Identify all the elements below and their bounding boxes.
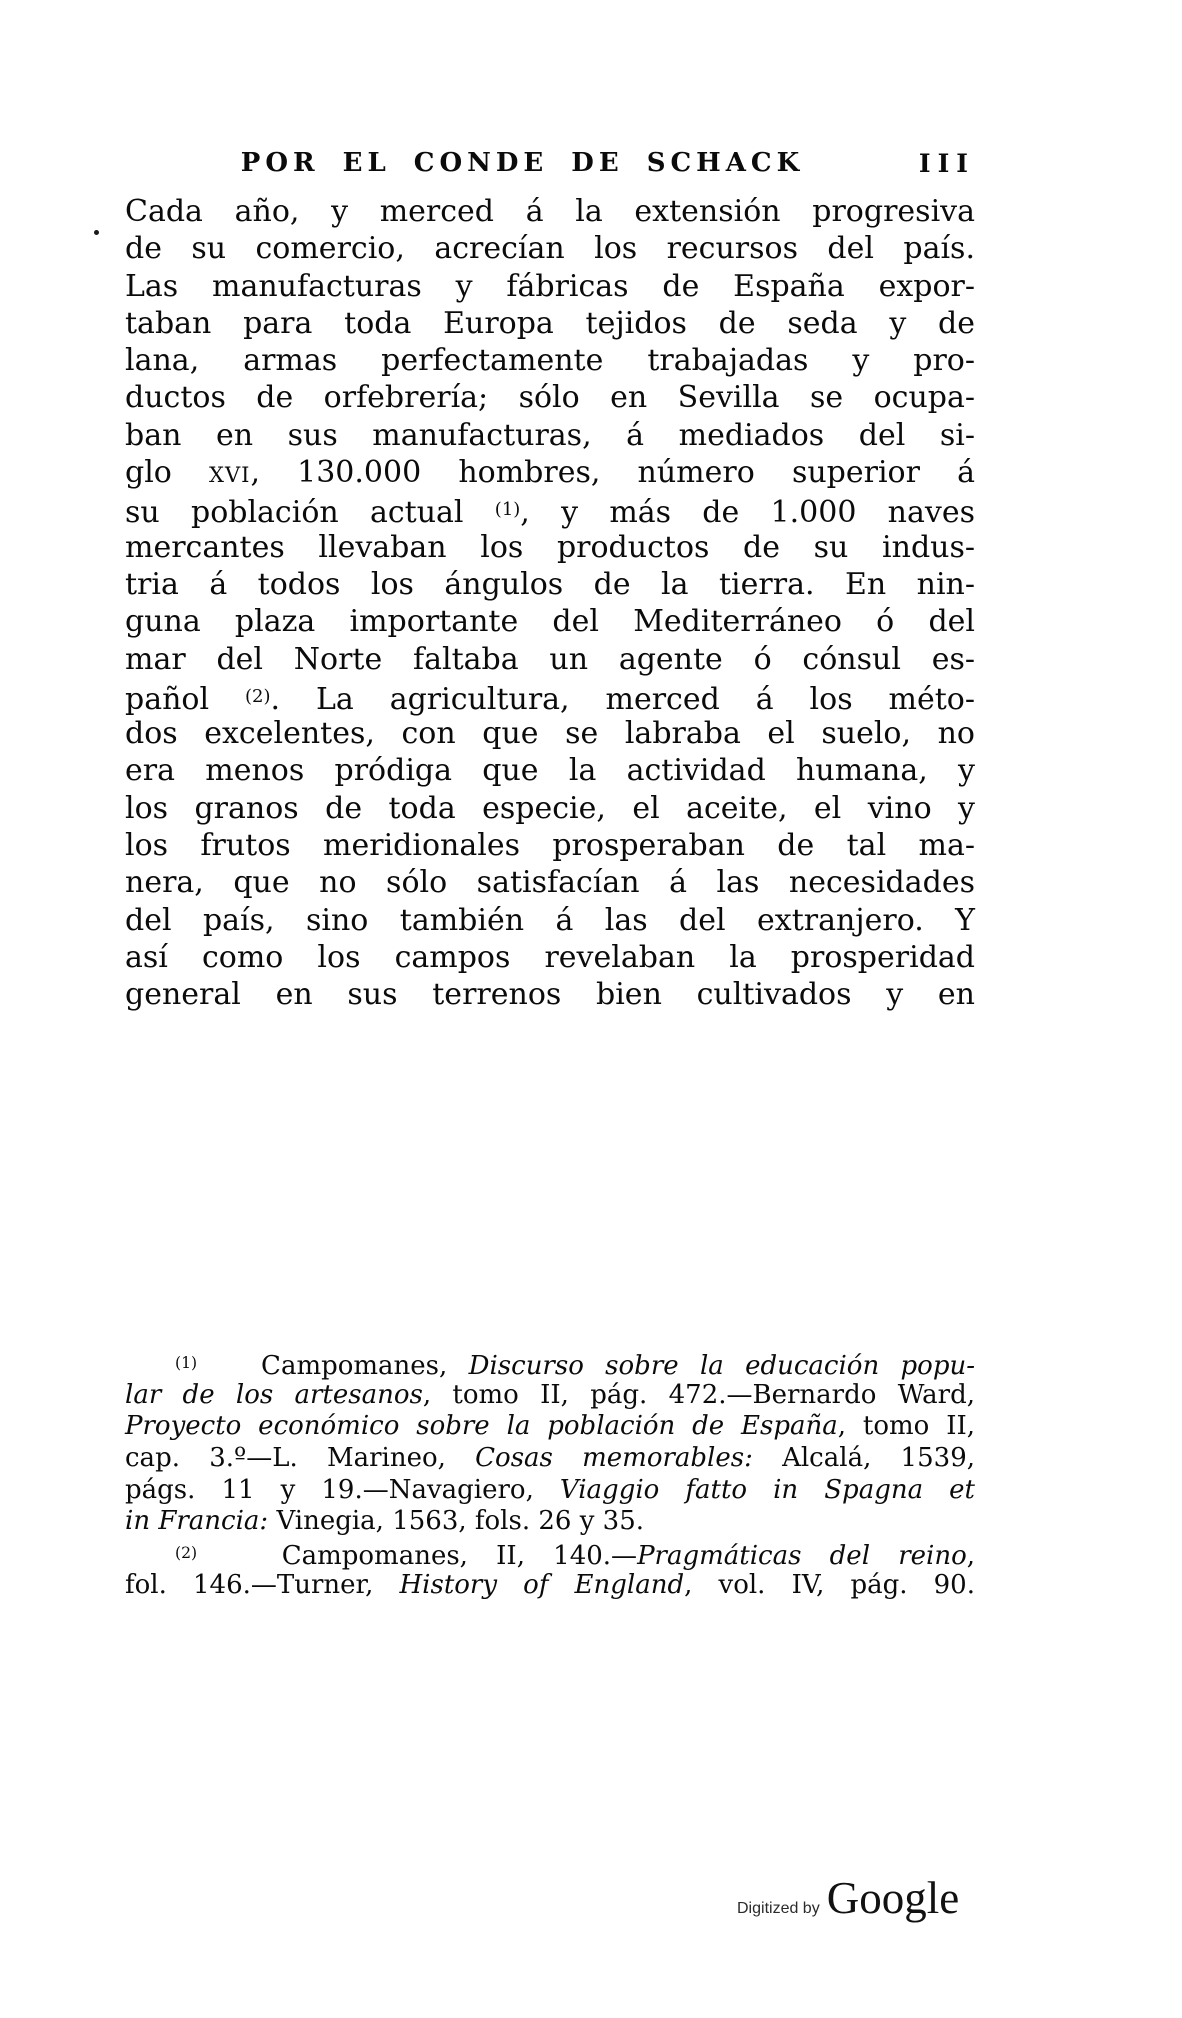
text-segment: (1): [175, 1354, 198, 1372]
text-line: [125, 491, 975, 531]
text-segment: , y más de 1.000 naves: [520, 495, 975, 531]
text-segment: Alcalá, 1539,: [752, 1443, 975, 1474]
digitized-by-label: Digitized by: [737, 1900, 820, 1917]
text-segment: mar del Norte faltaba un agente ó cónsul es-: [125, 641, 975, 677]
scan-speck-mark: [94, 230, 99, 235]
text-segment: History of England: [399, 1569, 685, 1600]
text-segment: Las manufacturas y fábricas de España expor-: [125, 268, 975, 304]
text-segment: del país, sino también á las del extranjero. Y: [125, 902, 975, 938]
running-header-title: POR EL CONDE DE SCHACK: [240, 148, 805, 178]
text-segment: su población actual: [125, 495, 495, 531]
text-segment: general en sus terrenos bien cultivados y en: [125, 977, 975, 1013]
text-segment: los granos de toda especie, el aceite, el vino y: [125, 790, 975, 826]
text-segment: (2): [245, 685, 271, 707]
text-line: [125, 529, 975, 566]
text-segment: . La agricultura, merced á los méto-: [270, 681, 975, 717]
text-segment: in Francia:: [125, 1506, 269, 1537]
text-line: [125, 752, 975, 789]
text-line: [125, 902, 975, 939]
text-segment: ,: [966, 1541, 976, 1572]
text-segment: nera, que no sólo satisfacían á las necesidades: [125, 865, 975, 901]
text-line: [125, 566, 975, 603]
text-segment: así como los campos revelaban la prosperidad: [125, 939, 975, 975]
page-header: [125, 148, 975, 182]
text-segment: lar de los artesanos: [125, 1379, 423, 1410]
text-segment: Campomanes,: [197, 1350, 469, 1381]
text-segment: era menos pródiga que la actividad humana, y: [125, 753, 975, 789]
text-line: [125, 193, 975, 230]
text-line: [125, 715, 975, 752]
text-line: [125, 230, 975, 267]
text-segment: , vol. IV, pág. 90.: [684, 1569, 975, 1600]
text-segment: Vinegia, 1563, fols. 26 y 35.: [268, 1506, 645, 1537]
text-segment: Proyecto económico sobre la población de España: [125, 1411, 838, 1442]
text-segment: , tomo II,: [837, 1411, 976, 1442]
text-line: [125, 305, 975, 342]
body-text: [125, 193, 975, 1014]
text-segment: xvi: [209, 455, 251, 491]
text-segment: Viaggio fatto in Spagna et: [559, 1474, 975, 1505]
text-segment: glo: [125, 455, 210, 491]
footnotes-block: [125, 1348, 975, 1602]
text-line: [125, 827, 975, 864]
text-line: [125, 641, 975, 678]
text-segment: Campomanes, II, 140.—: [197, 1541, 638, 1572]
google-logo: Google: [826, 1873, 960, 1923]
text-line: [125, 379, 975, 416]
text-segment: dos excelentes, con que se labraba el suelo, no: [125, 716, 975, 752]
text-line: [125, 1380, 975, 1412]
text-line: [125, 1348, 975, 1380]
text-segment: , tomo II, pág. 472.—Bernardo Ward,: [422, 1379, 975, 1410]
text-line: [125, 864, 975, 901]
text-line: [125, 603, 975, 640]
text-line: [125, 976, 975, 1013]
text-line: [125, 790, 975, 827]
text-segment: Cada año, y merced á la extensión progresiva: [125, 194, 975, 229]
text-line: [125, 939, 975, 976]
text-segment: fol. 146.—Turner,: [125, 1569, 400, 1600]
text-segment: los frutos meridionales prosperaban de tal ma-: [125, 828, 975, 864]
text-line: [125, 678, 975, 715]
text-segment: lana, armas perfectamente trabajadas y pro-: [125, 343, 975, 379]
text-segment: (2): [175, 1544, 198, 1563]
text-segment: pañol: [125, 681, 245, 717]
page-number: III: [918, 149, 975, 178]
text-line: [125, 1570, 975, 1602]
watermark: [737, 1872, 959, 1924]
text-segment: mercantes llevaban los productos de su indus-: [125, 529, 975, 565]
text-line: [125, 1506, 975, 1538]
text-segment: taban para toda Europa tejidos de seda y de: [125, 305, 975, 341]
text-segment: guna plaza importante del Mediterráneo ó del: [125, 604, 975, 640]
text-line: [125, 454, 975, 491]
text-segment: (1): [494, 499, 521, 521]
text-segment: ban en sus manufacturas, á mediados del si-: [125, 417, 975, 453]
text-segment: , 130.000 hombres, número superior á: [250, 455, 975, 491]
text-segment: Pragmáticas del reino: [637, 1541, 967, 1572]
text-line: [125, 1538, 975, 1570]
text-segment: de su comercio, acrecían los recursos del país.: [125, 231, 975, 267]
text-segment: cap. 3.º—L. Marineo,: [125, 1443, 476, 1474]
text-line: [125, 1475, 975, 1507]
text-line: [125, 1443, 975, 1475]
text-segment: ductos de orfebrería; sólo en Sevilla se ocupa-: [125, 380, 975, 416]
text-segment: tria á todos los ángulos de la tierra. En nin-: [125, 566, 975, 602]
text-segment: Cosas memorables:: [475, 1443, 753, 1474]
text-line: [125, 342, 975, 379]
text-segment: Discurso sobre la educación popu-: [468, 1350, 975, 1381]
text-line: [125, 1411, 975, 1443]
text-segment: págs. 11 y 19.—Navagiero,: [125, 1474, 560, 1505]
text-line: [125, 417, 975, 454]
text-line: [125, 268, 975, 305]
